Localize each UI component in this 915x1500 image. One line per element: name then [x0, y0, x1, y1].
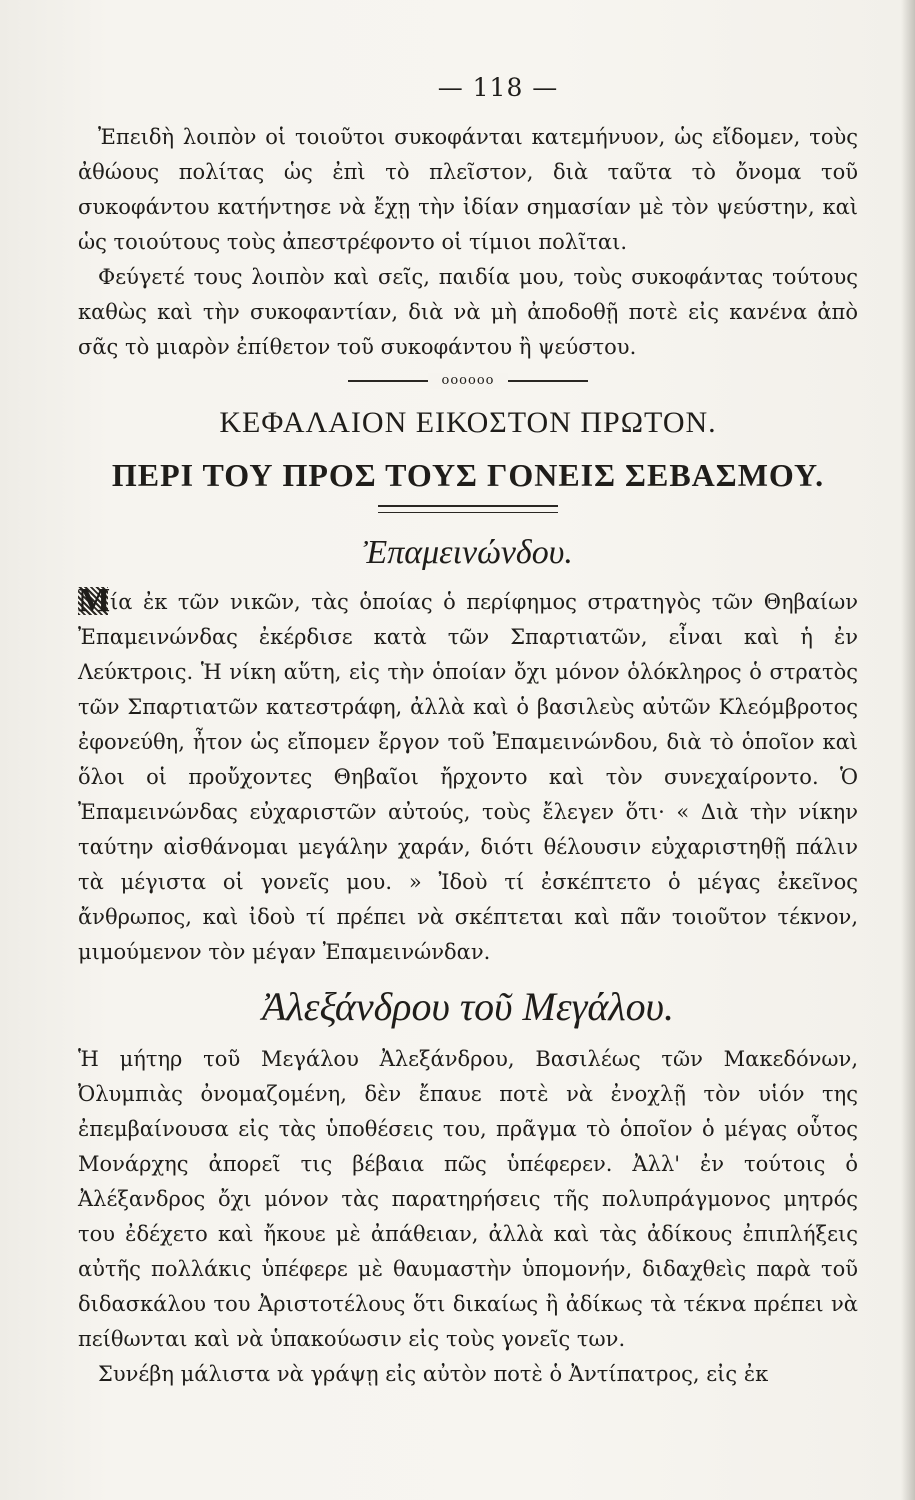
- paragraph-antipater: Συνέβη μάλιστα νὰ γράψῃ εἰς αὐτὸν ποτὲ ὁ Ἀντίπατρος, εἰς ἐκ: [98, 1362, 769, 1386]
- subheading-alexander: Ἀλεξάνδρου τοῦ Μεγάλου.: [261, 984, 675, 1029]
- section-title: ΠΕΡΙ ΤΟΥ ΠΡΟΣ ΤΟΥΣ ΓΟΝΕΙΣ ΣΕΒΑΣΜΟΥ.: [111, 457, 825, 493]
- drop-cap-letter: Μ: [78, 582, 111, 619]
- text-column: [78, 70, 858, 1392]
- ornamental-divider: [348, 373, 588, 389]
- paragraph-epaminondas: [78, 582, 858, 970]
- double-rule: [378, 505, 558, 513]
- paragraph-alexander: Ἡ μήτηρ τοῦ Μεγάλου Ἀλεξάνδρου, Βασιλέως τῶν Μακεδόνων, Ὀλυμπιὰς ὀνομαζομένη, δὲν ἔπαυε ποτὲ νὰ ἐνοχλῇ τὸν υἱόν της ἐπεμβαίνουσα εἰς τὰς ὑποθέσεις του, πρᾶγμα τὸ ὁποῖον ὁ μέγας οὗτος Μονάρχης ἀπορεῖ τις βέβαια πῶς ὑπέφερεν. Ἀλλ' ἐν τούτοις ὁ Ἀλέξανδρος ὄχι μόνον τὰς παρατηρήσεις τῆς πολυπράγμονος μητρός του ἐδέχετο καὶ ἤκουε μὲ ἀπάθειαν, ἀλλὰ καὶ τὰς ἀδίκους ἐπιπλήξεις αὐτῆς πολλάκις ὑπέφερε μὲ θαυμαστὴν ὑπομονήν, διδαχθεὶς παρὰ τοῦ διδασκάλου του Ἀριστοτέλους ὅτι δικαίως ἢ ἀδίκως τὰ τέκνα πρέπει νὰ πείθωνται καὶ νὰ ὑπακούωσιν εἰς τοὺς γονεῖς των.: [78, 1047, 858, 1351]
- chapter-title: ΚΕΦΑΛΑΙΟΝ ΕΙΚΟΣΤΟΝ ΠΡΩΤΟΝ.: [219, 406, 717, 439]
- paragraph-advice: Φεύγετέ τους λοιπὸν καὶ σεῖς, παιδία μου, τοὺς συκοφάντας τούτους καθὼς καὶ τὴν συκοφαντίαν, διὰ νὰ μὴ ἀποδοθῇ ποτὲ εἰς κανένα ἀπὸ σᾶς τὸ μιαρὸν ἐπίθετον τοῦ συκοφάντου ἢ ψεύστου.: [78, 265, 858, 359]
- page-edge-shadow: [901, 0, 915, 1500]
- paragraph-sykophants: Ἐπειδὴ λοιπὸν οἱ τοιοῦτοι συκοφάνται κατεμήνυον, ὡς εἴδομεν, τοὺς ἀθώους πολίτας ὡς ἐπὶ τὸ πλεῖστον, διὰ ταῦτα τὸ ὄνομα τοῦ συκοφάντου κατήντησε νὰ ἔχῃ τὴν ἰδίαν σημασίαν μὲ τὸν ψεύστην, καὶ ὡς τοιούτους τοὺς ἀπεστρέφοντο οἱ τίμιοι πολῖται.: [78, 125, 858, 254]
- subheading-epaminondas: Ἐπαμεινώνδου.: [363, 534, 573, 571]
- divider-beads: oooooo: [428, 373, 508, 389]
- page-number: — 118 —: [437, 73, 559, 102]
- paragraph-epaminondas-text: ία ἐκ τῶν νικῶν, τὰς ὁποίας ὁ περίφημος στρατηγὸς τῶν Θηβαίων Ἐπαμεινώνδας ἐκέρδισε κατὰ τῶν Σπαρτιατῶν, εἶναι καὶ ἡ ἐν Λεύκτροις. Ἡ νίκη αὕτη, εἰς τὴν ὁποίαν ὄχι μόνον ὁλόκληρος ὁ στρατὸς τῶν Σπαρτιατῶν κατεστράφη, ἀλλὰ καὶ ὁ βασιλεὺς αὐτῶν Κλεόμβροτος ἐφονεύθη, ἦτον ὡς εἴπομεν ἔργον τοῦ Ἐπαμεινώνδου, διὰ τὸ ὁποῖον καὶ ὅλοι οἱ προὔχοντες Θηβαῖοι ἤρχοντο καὶ τὸν συνεχαίροντο. Ὁ Ἐπαμεινώνδας εὐχαριστῶν αὐτούς, τοὺς ἔλεγεν ὅτι· « Διὰ τὴν νίκην ταύτην αἰσθάνομαι μεγάλην χαράν, διότι θέλουσιν εὐχαριστηθῇ πάλιν τὰ μέγιστα οἱ γονεῖς μου. » Ἰδοὺ τί ἐσκέπτετο ὁ μέγας ἐκεῖνος ἄνθρωπος, καὶ ἰδοὺ τί πρέπει νὰ σκέπτεται καὶ πᾶν τοιοῦτον τέκνον, μιμούμενον τὸν μέγαν Ἐπαμεινώνδαν.: [78, 590, 858, 964]
